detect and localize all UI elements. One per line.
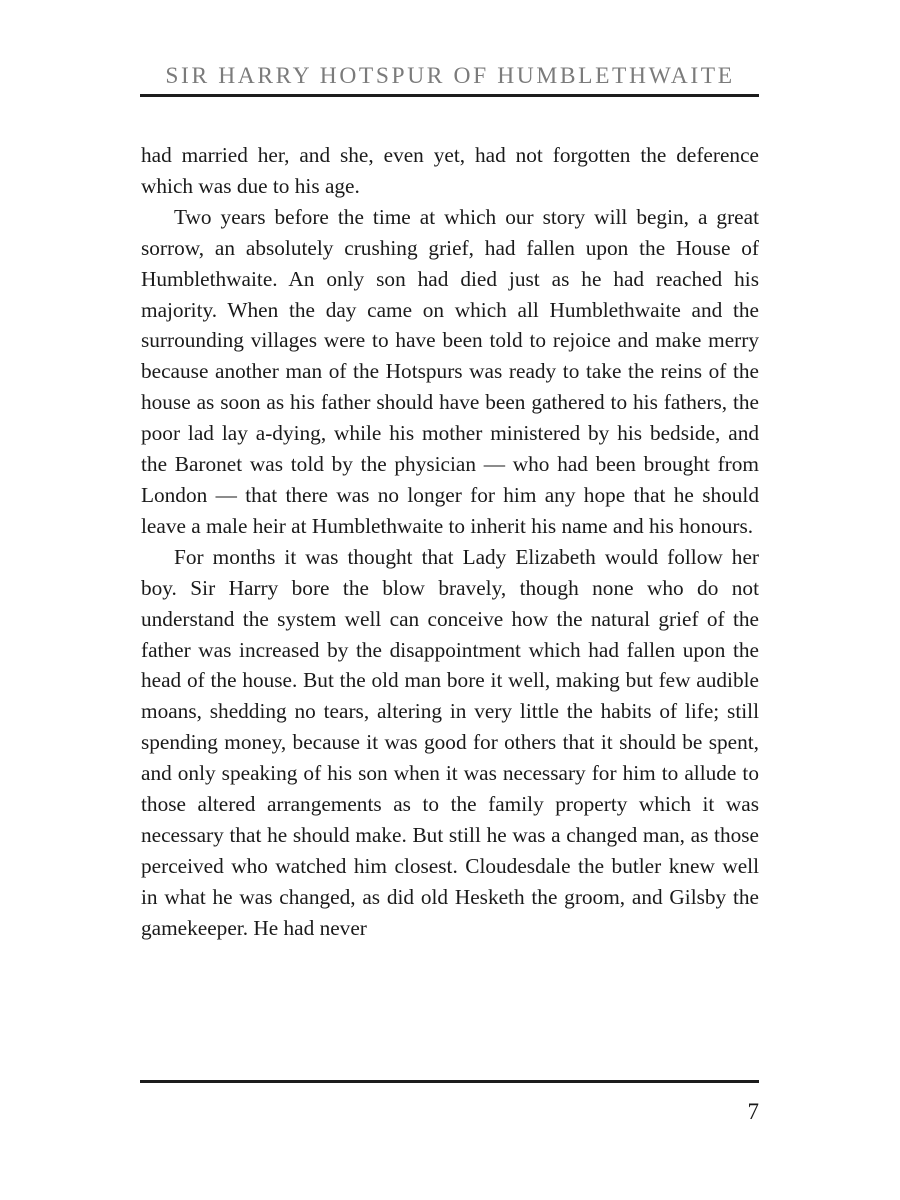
paragraph-1: had married her, and she, even yet, had not forgotten the deference which was due to his age. (141, 143, 759, 198)
running-head (141, 62, 759, 90)
paragraph-2: Two years before the time at which our story will begin, a great sorrow, an absolutely crushing grief, had fallen upon the House of Humblethwaite. An only son had died just as he had reached his majority. When the day came on which all Humblethwaite and the surrounding villages were to have been told to rejoice and make merry because another man of the Hotspurs was ready to take the reins of the house as soon as his father should have been gathered to his fathers, the poor lad lay a-dying, while his mother ministered by his bedside, and the Baronet was told by the physician — who had been brought from London — that there was no longer for him any hope that he should leave a male heir at Humblethwaite to inherit his name and his honours. (141, 204, 759, 538)
page-number: 7 (747, 1099, 759, 1124)
running-head-title: SIR HARRY HOTSPUR OF HUMBLETHWAITE (165, 63, 735, 89)
header-rule (140, 94, 759, 97)
paragraph-3: For months it was thought that Lady Elizabeth would follow her boy. Sir Harry bore the blow bravely, though none who do not understand the system well can conceive how the natural grief of the father was increased by the disappointment which had fallen upon the head of the house. But the old man bore it well, making but few audible moans, shedding no tears, altering in very little the habits of life; still spending money, because it was good for others that it should be spent, and only speaking of his son when it was necessary for him to allude to those altered arrangements as to the family property which it was necessary that he should make. But still he was a changed man, as those perceived who watched him closest. Cloudesdale the butler knew well in what he was changed, as did old Hesketh the groom, and Gilsby the gamekeeper. He had never (141, 544, 759, 940)
footer-rule (140, 1080, 759, 1083)
body-text-block (141, 140, 759, 944)
